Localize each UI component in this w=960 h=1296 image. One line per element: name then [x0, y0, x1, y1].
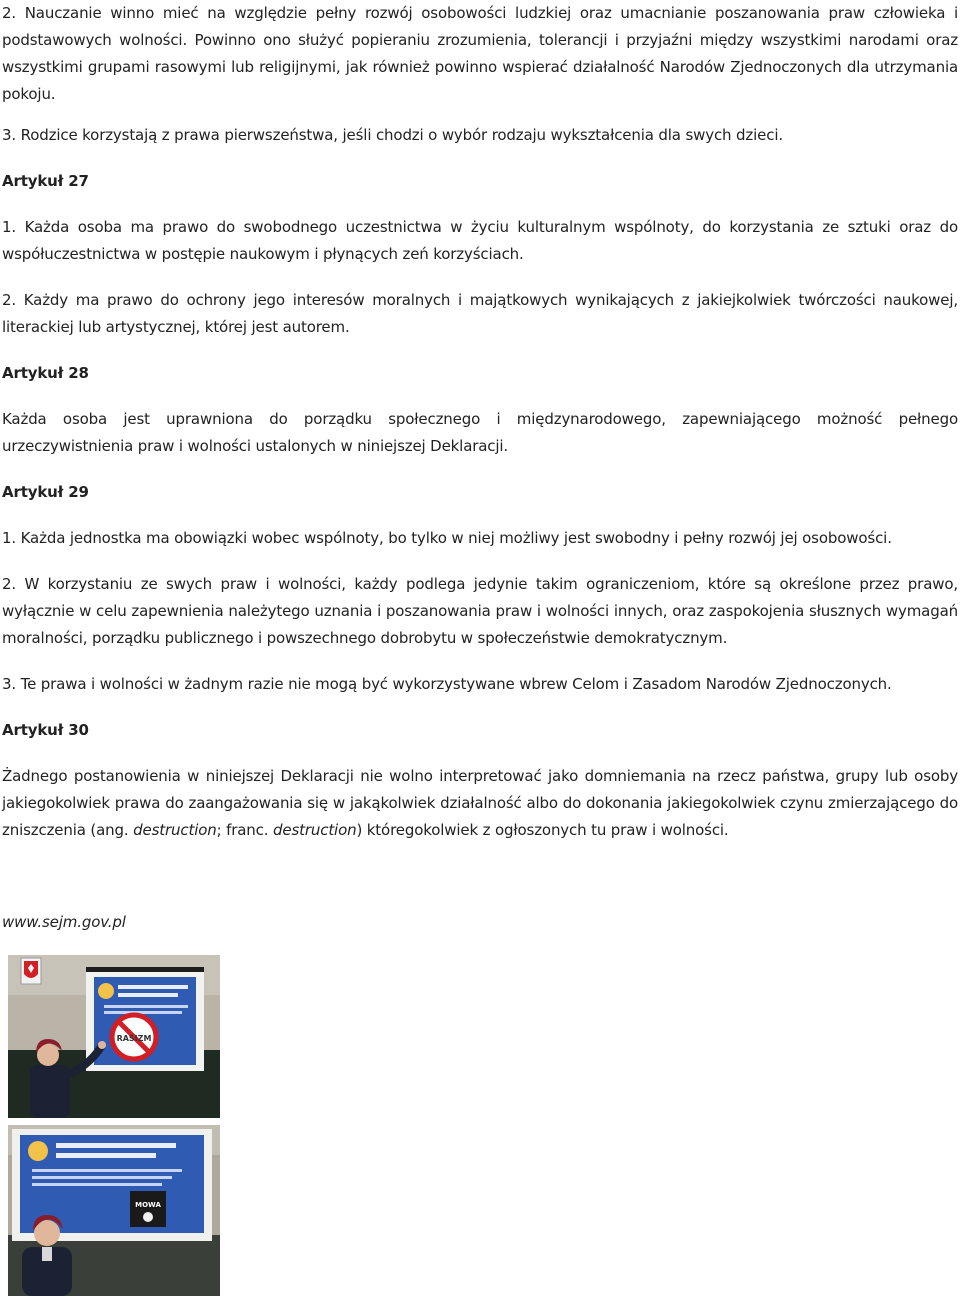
- article-29-paragraph-3: 3. Te prawa i wolności w żadnym razie nie mogą być wykorzystywane wbrew Celom i Zasadom Narodów Zjednoczonych.: [2, 675, 892, 693]
- article-30-heading: Artykuł 30: [2, 721, 89, 739]
- article-29-heading: Artykuł 29: [2, 483, 89, 501]
- article-26-paragraph-2: 2. Nauczanie winno mieć na względzie pełny rozwój osobowości ludzkiej oraz umacnianie poszanowania praw człowieka i podstawowych wolności. Powinno ono służyć popieraniu zrozumienia, tolerancji i przyjaźni między wszystkimi narodami oraz wszystkimi grupami rasowymi lub religijnymi, jak również powinno wspierać działalność Narodów Zjednoczonych dla utrzymania pokoju.: [2, 4, 958, 103]
- article-30-term-french: destruction: [273, 821, 357, 839]
- presentation-photo-2: [8, 1125, 220, 1296]
- article-29-paragraph-2: 2. W korzystaniu ze swych praw i wolności, każdy podlega jedynie takim ograniczeniom, które są określone przez prawo, wyłącznie w celu zapewnienia należytego uznania i poszanowania praw i wolności innych, oraz zaspokojenia słusznych wymagań moralności, porządku publicznego i powszechnego dobrobytu w społeczeństwie demokratycznym.: [2, 575, 958, 647]
- article-30-text-c: ) któregokolwiek z ogłoszonych tu praw i wolności.: [356, 821, 729, 839]
- slide-word-2: MOWA: [135, 1201, 161, 1209]
- no-racism-sign-icon: [112, 1015, 156, 1059]
- article-29-paragraph-1: 1. Każda jednostka ma obowiązki wobec wspólnoty, bo tylko w niej możliwy jest swobodny i pełny rozwój jej osobowości.: [2, 529, 892, 547]
- polish-eagle-emblem-icon: [21, 958, 41, 984]
- article-30-paragraph-1: [2, 763, 958, 844]
- slide-word-1: RASIZM: [116, 1034, 152, 1043]
- article-27-paragraph-1: 1. Każda osoba ma prawo do swobodnego uczestnictwa w życiu kulturalnym wspólnoty, do korzystania ze sztuki oraz do współuczestnictwa w postępie naukowym i płynących zeń korzyściach.: [2, 218, 958, 263]
- article-26-paragraph-3: 3. Rodzice korzystają z prawa pierwszeństwa, jeśli chodzi o wybór rodzaju wykształcenia dla swych dzieci.: [2, 126, 783, 144]
- presentation-photo-1: [8, 955, 220, 1118]
- article-28-paragraph-1: Każda osoba jest uprawniona do porządku społecznego i międzynarodowego, zapewniającego możność pełnego urzeczywistnienia praw i wolności ustalonych w niniejszej Deklaracji.: [2, 410, 958, 455]
- source-link[interactable]: www.sejm.gov.pl: [2, 913, 126, 931]
- article-27-heading: Artykuł 27: [2, 172, 89, 190]
- article-28-heading: Artykuł 28: [2, 364, 89, 382]
- article-30-text-a: Żadnego postanowienia w niniejszej Deklaracji nie wolno interpretować jako domniemania na rzecz państwa, grupy lub osoby jakiegokolwiek prawa do zaangażowania się w jakąkolwiek działalność albo do dokonania jakiegokolwiek czynu zmierzającego do zniszczenia (ang.: [2, 767, 958, 839]
- article-30-text-b: ; franc.: [216, 821, 273, 839]
- article-27-paragraph-2: 2. Każdy ma prawo do ochrony jego interesów moralnych i majątkowych wynikających z jakiejkolwiek twórczości naukowej, literackiej lub artystycznej, której jest autorem.: [2, 291, 958, 336]
- article-30-term-english: destruction: [133, 821, 217, 839]
